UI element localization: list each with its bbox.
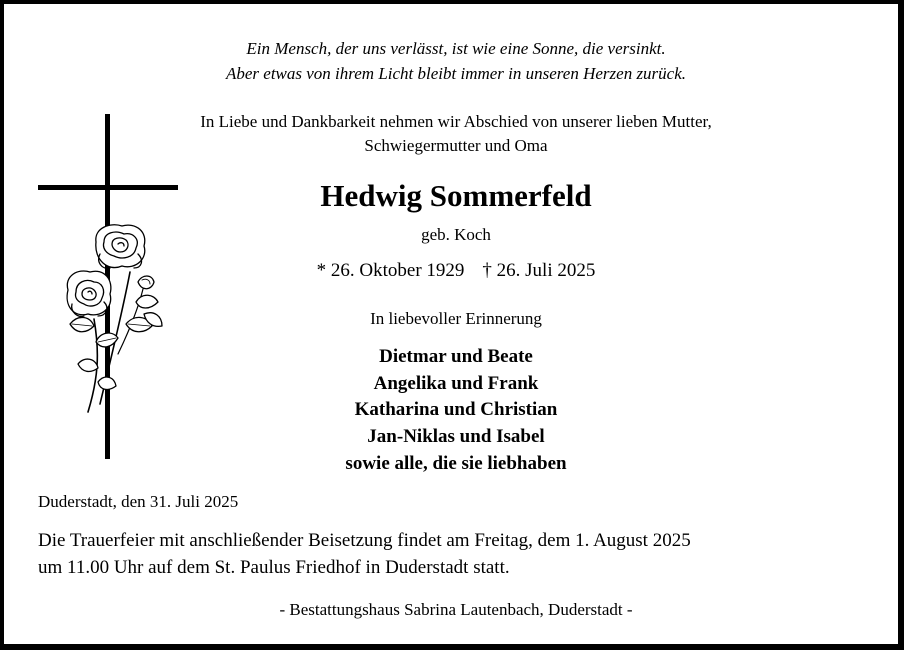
mourner-line: sowie alle, die sie liebhaben (345, 453, 567, 474)
undertaker: - Bestattungshaus Sabrina Lautenbach, Duderstadt - (279, 600, 633, 619)
intro-line-2: Schwiegermutter und Oma (364, 136, 548, 155)
memory-label: In liebevoller Erinnerung (370, 309, 542, 328)
cross-with-roses-icon (38, 114, 183, 464)
deceased-name: Hedwig Sommerfeld (320, 178, 592, 213)
death-date: † 26. Juli 2025 (482, 260, 596, 281)
motto-line-2: Aber etwas von ihrem Licht bleibt immer in unseren Herzen zurück. (225, 64, 687, 83)
maiden-name: geb. Koch (421, 225, 491, 244)
motto-line-1: Ein Mensch, der uns verlässt, ist wie eine Sonne, die versinkt. (246, 39, 666, 58)
service-line-1: Die Trauerfeier mit anschließender Beisetzung findet am Freitag, dem 1. August 2025 (38, 530, 691, 551)
service-line-2: um 11.00 Uhr auf dem St. Paulus Friedhof in Duderstadt statt. (38, 557, 510, 578)
mourner-line: Dietmar und Beate (379, 346, 533, 367)
place-date: Duderstadt, den 31. Juli 2025 (38, 492, 239, 511)
intro-line-1: In Liebe und Dankbarkeit nehmen wir Abschied von unserer lieben Mutter, (200, 112, 712, 131)
birth-date: * 26. Oktober 1929 (316, 260, 465, 281)
mourner-line: Angelika und Frank (373, 373, 539, 394)
mourner-line: Jan-Niklas und Isabel (367, 426, 545, 447)
mourner-line: Katharina und Christian (354, 399, 558, 420)
